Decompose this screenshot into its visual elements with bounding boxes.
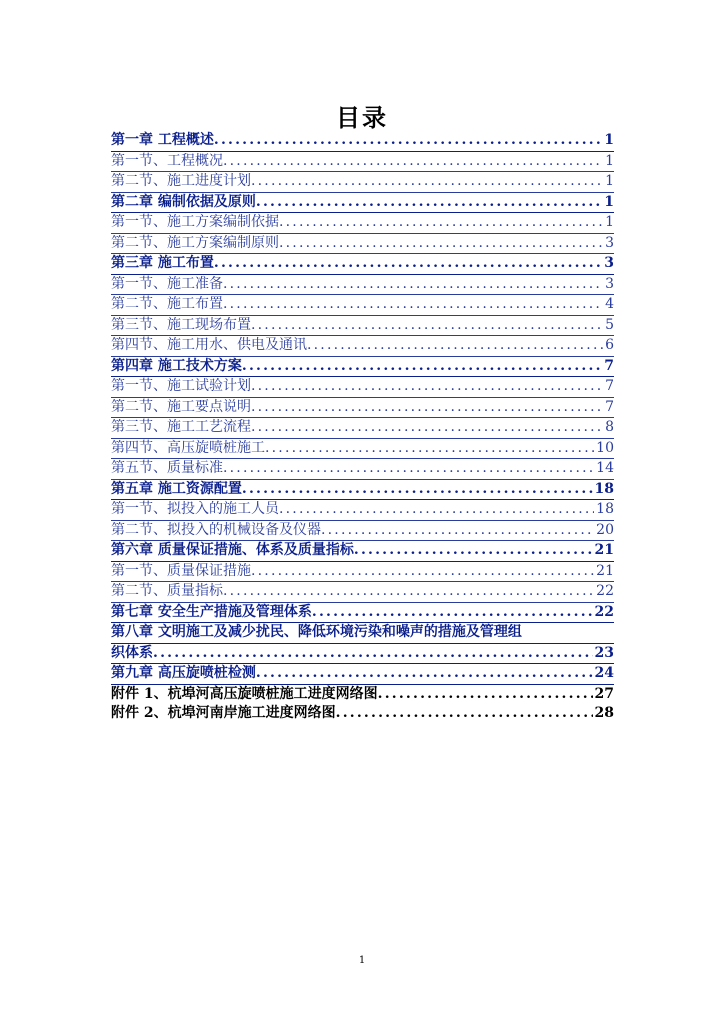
toc-entry-page: 4: [605, 296, 614, 312]
toc-leader-dots: [242, 480, 593, 500]
toc-leader-dots: [256, 193, 602, 213]
toc-entry-chapter8[interactable]: [111, 623, 614, 664]
toc-leader-dots: [214, 131, 602, 151]
toc-entry-page: 3: [604, 255, 614, 271]
toc-entry-page: 20: [596, 521, 614, 538]
toc-entry[interactable]: [111, 377, 614, 398]
toc-leader-dots: [214, 254, 602, 274]
toc-entry-label: 第七章 安全生产措施及管理体系: [111, 603, 312, 620]
toc-leader-dots: [242, 357, 602, 377]
toc-leader-dots: [223, 295, 603, 315]
toc-entry[interactable]: [111, 213, 614, 234]
toc-entry-label: 第二节、拟投入的机械设备及仪器: [111, 521, 321, 538]
toc-entry-page: 24: [594, 665, 614, 681]
toc-leader-dots: [378, 685, 593, 705]
toc-entry-page: 22: [594, 603, 614, 620]
toc-entry-page: 1: [604, 193, 614, 210]
toc-entries: [111, 131, 614, 623]
toc-leader-dots: [336, 704, 593, 724]
toc-leader-dots: [251, 418, 603, 438]
toc-leader-dots: [265, 439, 594, 459]
toc-entry-page: 1: [604, 132, 614, 148]
toc-entry-label: 第二节、施工要点说明: [111, 398, 251, 415]
toc-entry[interactable]: [111, 234, 614, 255]
toc-entry[interactable]: [111, 582, 614, 603]
footer-page-number: 1: [358, 955, 366, 966]
toc-entry-page: 6: [605, 337, 614, 353]
toc-leader-dots: [251, 172, 603, 192]
toc-entry[interactable]: [111, 500, 614, 521]
toc-entry-label: 附件 1、杭埠河高压旋喷桩施工进度网络图: [111, 685, 378, 702]
toc-entry-label: 第三章 施工布置: [111, 255, 214, 271]
toc-entry[interactable]: [111, 131, 614, 152]
toc-leader-dots: [279, 213, 603, 233]
toc-entry-page: 27: [594, 685, 614, 702]
toc-entry-page: 22: [596, 583, 614, 599]
toc-entry-page: 21: [594, 542, 614, 558]
toc-entry-label: 第一节、质量保证措施: [111, 562, 251, 579]
toc-entry[interactable]: [111, 439, 614, 460]
toc-entry-label: 织体系: [111, 644, 153, 661]
toc-entry-label: 第二章 编制依据及原则: [111, 193, 256, 210]
toc-entry[interactable]: [111, 398, 614, 419]
toc-entry-page: 1: [605, 214, 614, 230]
toc-entry-page: 23: [594, 644, 614, 661]
toc-entry[interactable]: [111, 603, 614, 624]
toc-entry-page: 14: [596, 460, 614, 476]
toc-entry-label: 第三节、施工现场布置: [111, 316, 251, 333]
toc-entry[interactable]: [111, 418, 614, 439]
toc-entry[interactable]: [111, 275, 614, 296]
toc-entry[interactable]: [111, 152, 614, 173]
toc-entry-page: 1: [605, 152, 614, 169]
toc-leader-dots: [307, 336, 603, 356]
toc-entry-label: 第九章 高压旋喷桩检测: [111, 665, 256, 681]
toc-entry[interactable]: [111, 316, 614, 337]
toc-leader-dots: [279, 500, 594, 520]
toc-entry-label: 第一节、施工方案编制依据: [111, 214, 279, 230]
toc-entry-label: 第四节、高压旋喷桩施工: [111, 439, 265, 456]
toc-entry-label: 第五章 施工资源配置: [111, 480, 242, 497]
toc-entry-page: 7: [605, 378, 614, 394]
toc-leader-dots: [321, 521, 594, 541]
toc-entry[interactable]: [111, 480, 614, 501]
toc-entry-page: 10: [596, 439, 614, 456]
toc-leader-dots: [251, 562, 594, 582]
toc-entries-tail: [111, 664, 614, 724]
toc-entry[interactable]: [111, 357, 614, 378]
toc-leader-dots: [223, 152, 603, 172]
table-of-contents: [111, 131, 614, 724]
toc-entry-page: 1: [605, 173, 614, 189]
toc-leader-dots: [223, 459, 594, 479]
toc-entry-label: 附件 2、杭埠河南岸施工进度网络图: [111, 705, 336, 721]
toc-entry-page: 7: [604, 357, 614, 374]
toc-leader-dots: [153, 644, 593, 664]
toc-entry[interactable]: [111, 704, 614, 724]
toc-entry-label: 第二节、质量指标: [111, 583, 223, 599]
toc-entry-label: 第一节、工程概况: [111, 152, 223, 169]
toc-entry-page: 3: [605, 275, 614, 292]
toc-leader-dots: [256, 664, 593, 684]
toc-leader-dots: [354, 541, 593, 561]
toc-entry-page: 21: [596, 562, 614, 579]
toc-entry-page: 5: [605, 316, 614, 333]
toc-entry-page: 18: [596, 501, 614, 517]
toc-entry-label: 第一章 工程概述: [111, 132, 214, 148]
toc-title: 目录: [336, 104, 388, 132]
toc-entry-label: 第二节、施工方案编制原则: [111, 234, 279, 251]
toc-entry[interactable]: [111, 336, 614, 357]
toc-entry-label: 第一节、施工试验计划: [111, 378, 251, 394]
toc-leader-dots: [312, 603, 593, 623]
toc-entry-page: 8: [605, 419, 614, 435]
toc-entry-label: 第一节、拟投入的施工人员: [111, 501, 279, 517]
toc-leader-dots: [251, 377, 603, 397]
toc-entry[interactable]: [111, 541, 614, 562]
toc-entry-page: 28: [594, 705, 614, 721]
toc-entry[interactable]: [111, 664, 614, 685]
toc-entry-label: 第四节、施工用水、供电及通讯: [111, 337, 307, 353]
toc-entry-label: 第二节、施工布置: [111, 296, 223, 312]
toc-entry-label: 第三节、施工工艺流程: [111, 419, 251, 435]
toc-entry-page: 7: [605, 398, 614, 415]
toc-entry[interactable]: [111, 685, 614, 705]
toc-entry-label: 第六章 质量保证措施、体系及质量指标: [111, 542, 354, 558]
toc-entry[interactable]: [111, 562, 614, 583]
toc-entry[interactable]: [111, 521, 614, 542]
toc-entry[interactable]: [111, 295, 614, 316]
toc-entry[interactable]: [111, 172, 614, 193]
toc-entry-page: 3: [605, 234, 614, 251]
toc-leader-dots: [279, 234, 603, 254]
toc-entry-label: 第四章 施工技术方案: [111, 357, 242, 374]
toc-entry[interactable]: [111, 459, 614, 480]
toc-entry[interactable]: [111, 193, 614, 214]
toc-leader-dots: [251, 316, 603, 336]
toc-entry-label: 第五节、质量标准: [111, 460, 223, 476]
toc-leader-dots: [223, 582, 594, 602]
toc-entry-label: 第八章 文明施工及减少扰民、降低环境污染和噪声的措施及管理组: [111, 623, 614, 644]
toc-entry-label: 第二节、施工进度计划: [111, 173, 251, 189]
toc-leader-dots: [251, 398, 603, 418]
toc-entry-page: 18: [594, 480, 614, 497]
toc-entry[interactable]: [111, 254, 614, 275]
toc-leader-dots: [223, 275, 603, 295]
toc-entry-label: 第一节、施工准备: [111, 275, 223, 292]
